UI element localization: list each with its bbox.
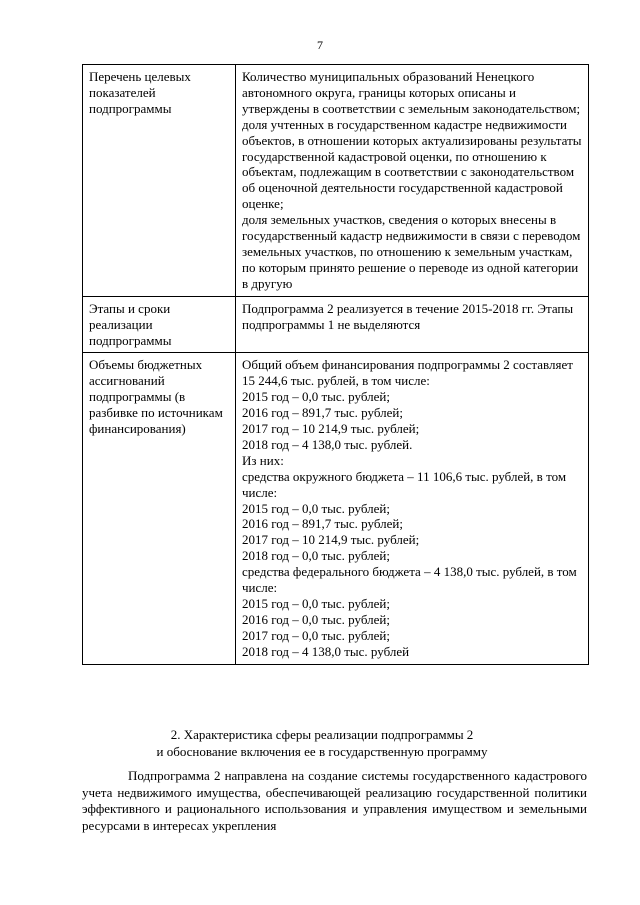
row-label: Перечень целевых показателей подпрограммы xyxy=(83,65,236,297)
value-line: средства федерального бюджета – 4 138,0 тыс. рублей, в том числе: xyxy=(242,564,577,596)
table-row-budget-allocations xyxy=(83,353,589,664)
value-line: 2017 год – 0,0 тыс. рублей; xyxy=(242,627,390,643)
value-line: Подпрограмма 2 реализуется в течение 2015-2018 гг. Этапы подпрограммы 1 не выделяются xyxy=(242,300,574,332)
table-row-stages-timing xyxy=(83,296,589,353)
subprogram-passport-table xyxy=(82,64,589,665)
row-value xyxy=(236,65,589,297)
value-line: доля учтенных в государственном кадастре недвижимости объектов, в отношении которых актуализированы результаты государственной кадастровой оценки, по отношению к объектам, подлежащим в соответствии с законодательством об оценочной деятельности государственной кадастровой оценке; xyxy=(242,116,582,212)
row-value xyxy=(236,296,589,353)
value-line: Из них: xyxy=(242,452,284,468)
value-line: 2015 год – 0,0 тыс. рублей; xyxy=(242,500,390,516)
value-line: средства окружного бюджета – 11 106,6 тыс. рублей, в том числе: xyxy=(242,468,567,500)
value-line: Количество муниципальных образований Ненецкого автономного округа, границы которых описаны и утверждены в соответствии с земельным законодательством; xyxy=(242,69,581,116)
value-line: 2018 год – 4 138,0 тыс. рублей xyxy=(242,643,410,659)
value-line: 2015 год – 0,0 тыс. рублей; xyxy=(242,389,390,405)
section-title-line-1: 2. Характеристика сферы реализации подпрограммы 2 xyxy=(170,727,474,742)
value-line: 2018 год – 4 138,0 тыс. рублей. xyxy=(242,436,413,452)
row-label: Этапы и сроки реализации подпрограммы xyxy=(83,296,236,353)
value-line: 2017 год – 10 214,9 тыс. рублей; xyxy=(242,532,420,548)
table-row-target-indicators xyxy=(83,65,589,297)
value-line: 2018 год – 0,0 тыс. рублей; xyxy=(242,548,390,564)
section-title xyxy=(60,726,584,760)
value-line: 2016 год – 891,7 тыс. рублей; xyxy=(242,405,403,421)
value-line: 2015 год – 0,0 тыс. рублей; xyxy=(242,596,390,611)
value-line: доля земельных участков, сведения о которых внесены в государственный кадастр недвижимости в связи с переводом земельных участков, по отношению к земельным участкам, по которым принято решение о переводе из одной категории в другую xyxy=(242,212,581,291)
body-paragraph: Подпрограмма 2 направлена на создание системы государственного кадастрового учета недвижимого имущества, обеспечивающей реализацию государственной политики эффективного и рационального использования и управления имуществом и земельными ресурсами в интересах укрепления xyxy=(82,768,587,833)
value-line: 2016 год – 891,7 тыс. рублей; xyxy=(242,516,403,532)
page-number: 7 xyxy=(317,38,323,52)
value-line: Общий объем финансирования подпрограммы 2 составляет 15 244,6 тыс. рублей, в том числе: xyxy=(242,357,573,389)
row-value xyxy=(236,353,589,664)
section-title-line-2: и обоснование включения ее в государственную программу xyxy=(156,744,488,759)
row-label: Объемы бюджетных ассигнований подпрограммы (в разбивке по источникам финансирования) xyxy=(83,353,236,664)
value-line: 2016 год – 0,0 тыс. рублей; xyxy=(242,611,390,627)
value-line: 2017 год – 10 214,9 тыс. рублей; xyxy=(242,421,420,437)
